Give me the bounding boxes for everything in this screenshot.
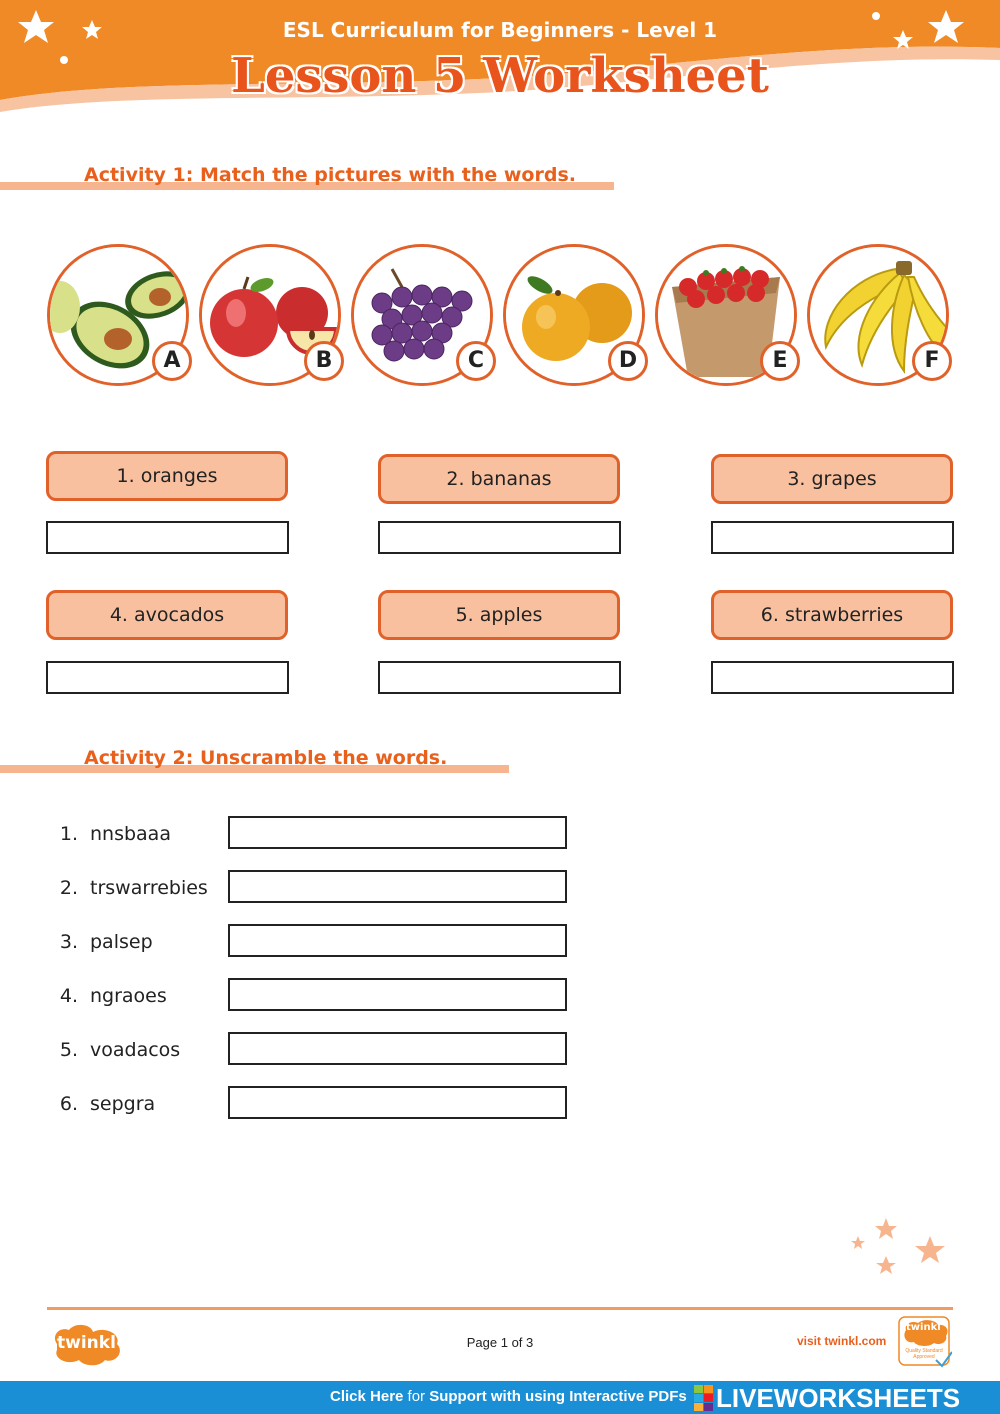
activity1-title: Activity 1: Match the pictures with the words. [84, 164, 576, 186]
item-number: 4. [59, 985, 78, 1007]
match-answer-box[interactable] [711, 521, 954, 554]
badge-caption: Quality Standard Approved [905, 1348, 943, 1360]
scrambled-word: nnsbaaa [90, 823, 171, 845]
badge-logo-text: twinkl [906, 1322, 941, 1333]
click-here-link[interactable]: Click Here [330, 1388, 404, 1405]
picture-f [807, 244, 949, 386]
scrambled-word: ngraoes [90, 985, 167, 1007]
scrambled-word: sepgra [90, 1093, 156, 1115]
scrambled-word: palsep [90, 931, 153, 953]
item-number: 1. [59, 823, 78, 845]
logo-text: twinkl [57, 1333, 116, 1353]
picture-d [503, 244, 645, 386]
unscramble-answer-box[interactable] [228, 870, 567, 903]
liveworksheets-logo[interactable] [694, 1384, 960, 1412]
match-answer-box[interactable] [46, 661, 289, 694]
unscramble-answer-box[interactable] [228, 1032, 567, 1065]
match-answer-box[interactable] [46, 521, 289, 554]
picture-letter: F [912, 341, 952, 381]
header-subtitle: ESL Curriculum for Beginners - Level 1 [282, 18, 718, 42]
quality-badge [898, 1316, 952, 1368]
picture-letter: B [304, 341, 344, 381]
support-text: Support with using Interactive PDFs [429, 1388, 687, 1405]
item-number: 2. [59, 877, 78, 899]
activity2-title: Activity 2: Unscramble the words. [84, 747, 448, 769]
activity2-heading [0, 741, 510, 775]
match-answer-box[interactable] [378, 521, 621, 554]
unscramble-answer-box[interactable] [228, 978, 567, 1011]
word-label: 4. avocados [46, 590, 288, 640]
word-label: 6. strawberries [711, 590, 953, 640]
visit-link[interactable]: visit twinkl.com [797, 1334, 887, 1348]
page-number: Page 1 of 3 [466, 1335, 534, 1350]
liveworksheets-text: LIVEWORKSHEETS [716, 1382, 961, 1413]
picture-c [351, 244, 493, 386]
footer-divider [47, 1307, 953, 1310]
decorative-stars-icon [846, 1216, 956, 1286]
picture-a [47, 244, 189, 386]
activity1-heading [0, 158, 615, 192]
picture-letter: C [456, 341, 496, 381]
match-answer-box[interactable] [378, 661, 621, 694]
item-number: 3. [59, 931, 78, 953]
header-banner [0, 0, 1000, 130]
unscramble-answer-box[interactable] [228, 816, 567, 849]
for-text: for [403, 1388, 430, 1405]
scrambled-word: trswarrebies [90, 877, 208, 899]
picture-letter: D [608, 341, 648, 381]
item-number: 5. [59, 1039, 78, 1061]
match-answer-box[interactable] [711, 661, 954, 694]
word-label: 1. oranges [46, 451, 288, 501]
word-label: 5. apples [378, 590, 620, 640]
page-title: Lesson 5 Worksheet [231, 48, 769, 104]
item-number: 6. [59, 1093, 78, 1115]
picture-letter: E [760, 341, 800, 381]
unscramble-answer-box[interactable] [228, 1086, 567, 1119]
word-label: 2. bananas [378, 454, 620, 504]
picture-letter: A [152, 341, 192, 381]
support-link[interactable] [330, 1388, 687, 1405]
unscramble-answer-box[interactable] [228, 924, 567, 957]
picture-e [655, 244, 797, 386]
word-label: 3. grapes [711, 454, 953, 504]
scrambled-word: voadacos [90, 1039, 181, 1061]
liveworksheets-bar [0, 1381, 1000, 1414]
picture-b [199, 244, 341, 386]
liveworksheets-icon [694, 1385, 714, 1411]
